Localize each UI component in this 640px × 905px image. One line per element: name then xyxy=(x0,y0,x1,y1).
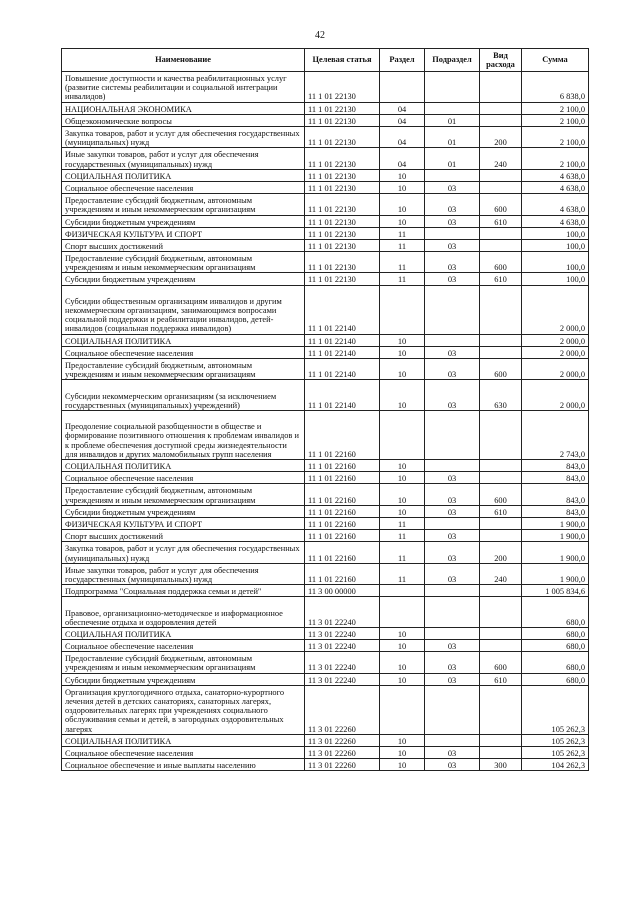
cell-subsection xyxy=(425,169,480,181)
cell-expense-type xyxy=(480,285,522,334)
cell-sum: 2 100,0 xyxy=(522,148,589,169)
cell-subsection xyxy=(425,585,480,597)
cell-code: 11 1 01 22130 xyxy=(305,215,380,227)
cell-section xyxy=(380,597,425,628)
cell-sum: 843,0 xyxy=(522,484,589,505)
cell-section: 10 xyxy=(380,334,425,346)
cell-code: 11 3 01 22240 xyxy=(305,627,380,639)
cell-section: 10 xyxy=(380,359,425,380)
cell-sum: 4 638,0 xyxy=(522,215,589,227)
cell-section: 11 xyxy=(380,563,425,584)
cell-expense-type xyxy=(480,585,522,597)
cell-sum: 2 000,0 xyxy=(522,285,589,334)
table-row xyxy=(62,597,589,628)
cell-name: Социальное обеспечение населения xyxy=(62,346,305,358)
cell-subsection: 03 xyxy=(425,759,480,771)
cell-subsection xyxy=(425,411,480,460)
cell-name: ФИЗИЧЕСКАЯ КУЛЬТУРА И СПОРТ xyxy=(62,227,305,239)
cell-name: Подпрограмма "Социальная поддержка семьи и детей" xyxy=(62,585,305,597)
cell-subsection xyxy=(425,685,480,734)
table-row xyxy=(62,685,589,734)
cell-sum: 2 000,0 xyxy=(522,380,589,411)
cell-sum: 1 900,0 xyxy=(522,542,589,563)
table-row xyxy=(62,673,589,685)
cell-code: 11 1 01 22140 xyxy=(305,285,380,334)
table-row xyxy=(62,239,589,251)
cell-code: 11 1 01 22130 xyxy=(305,148,380,169)
cell-section: 10 xyxy=(380,747,425,759)
cell-sum: 2 743,0 xyxy=(522,411,589,460)
cell-section: 11 xyxy=(380,517,425,529)
cell-sum: 680,0 xyxy=(522,640,589,652)
cell-subsection: 03 xyxy=(425,273,480,285)
cell-subsection: 03 xyxy=(425,181,480,193)
cell-expense-type: 300 xyxy=(480,759,522,771)
cell-name: Социальное обеспечение населения xyxy=(62,472,305,484)
cell-name: Субсидии бюджетным учреждениям xyxy=(62,273,305,285)
cell-subsection: 03 xyxy=(425,380,480,411)
cell-code: 11 3 01 22260 xyxy=(305,734,380,746)
cell-subsection: 03 xyxy=(425,640,480,652)
cell-name: НАЦИОНАЛЬНАЯ ЭКОНОМИКА xyxy=(62,102,305,114)
cell-expense-type xyxy=(480,169,522,181)
cell-subsection xyxy=(425,72,480,103)
cell-code: 11 1 01 22160 xyxy=(305,460,380,472)
cell-code: 11 1 01 22140 xyxy=(305,359,380,380)
cell-code: 11 1 01 22130 xyxy=(305,273,380,285)
cell-code: 11 3 00 00000 xyxy=(305,585,380,597)
cell-code: 11 1 01 22160 xyxy=(305,505,380,517)
table-row xyxy=(62,759,589,771)
cell-section: 04 xyxy=(380,114,425,126)
table-row xyxy=(62,181,589,193)
cell-expense-type: 610 xyxy=(480,273,522,285)
cell-name: Социальное обеспечение населения xyxy=(62,181,305,193)
table-body xyxy=(62,72,589,771)
cell-expense-type: 610 xyxy=(480,505,522,517)
cell-expense-type xyxy=(480,640,522,652)
cell-section: 11 xyxy=(380,542,425,563)
cell-sum: 1 900,0 xyxy=(522,563,589,584)
table-row xyxy=(62,215,589,227)
cell-name: СОЦИАЛЬНАЯ ПОЛИТИКА xyxy=(62,460,305,472)
table-header-row xyxy=(62,49,589,72)
cell-name: Субсидии бюджетным учреждениям xyxy=(62,215,305,227)
cell-sum: 843,0 xyxy=(522,505,589,517)
table-row xyxy=(62,460,589,472)
cell-name: Иные закупки товаров, работ и услуг для обеспечения государственных (муниципальных) нужд xyxy=(62,563,305,584)
cell-expense-type: 600 xyxy=(480,252,522,273)
cell-name: СОЦИАЛЬНАЯ ПОЛИТИКА xyxy=(62,734,305,746)
table-row xyxy=(62,72,589,103)
cell-code: 11 3 01 22260 xyxy=(305,759,380,771)
table-row xyxy=(62,346,589,358)
cell-expense-type xyxy=(480,411,522,460)
cell-code: 11 1 01 22130 xyxy=(305,181,380,193)
cell-code: 11 1 01 22160 xyxy=(305,530,380,542)
cell-subsection: 03 xyxy=(425,359,480,380)
cell-section: 10 xyxy=(380,169,425,181)
cell-name: Повышение доступности и качества реабилитационных услуг (развитие системы реабилитации и социальной интеграции инвалидов) xyxy=(62,72,305,103)
cell-section: 10 xyxy=(380,346,425,358)
cell-section: 10 xyxy=(380,673,425,685)
cell-section: 04 xyxy=(380,102,425,114)
table-row xyxy=(62,542,589,563)
cell-code: 11 1 01 22160 xyxy=(305,517,380,529)
cell-expense-type xyxy=(480,181,522,193)
table-row xyxy=(62,169,589,181)
cell-code: 11 1 01 22130 xyxy=(305,194,380,215)
cell-sum: 680,0 xyxy=(522,673,589,685)
cell-sum: 6 838,0 xyxy=(522,72,589,103)
cell-code: 11 3 01 22260 xyxy=(305,685,380,734)
cell-code: 11 1 01 22140 xyxy=(305,334,380,346)
cell-name: Спорт высших достижений xyxy=(62,530,305,542)
cell-section: 10 xyxy=(380,627,425,639)
cell-subsection: 03 xyxy=(425,542,480,563)
cell-section: 10 xyxy=(380,215,425,227)
cell-section: 10 xyxy=(380,472,425,484)
cell-name: Субсидии бюджетным учреждениям xyxy=(62,673,305,685)
table-row xyxy=(62,411,589,460)
cell-sum: 100,0 xyxy=(522,252,589,273)
cell-name: Организация круглогодичного отдыха, санаторно-курортного лечения детей в детских санаториях, санаторных лагерях, оздоровительных лагерях при учреждениях социального обслуживания семьи и детей, в загородных оздоровительных лагерях xyxy=(62,685,305,734)
budget-table xyxy=(61,48,589,771)
cell-sum: 105 262,3 xyxy=(522,734,589,746)
cell-section: 10 xyxy=(380,640,425,652)
cell-subsection xyxy=(425,734,480,746)
cell-sum: 105 262,3 xyxy=(522,685,589,734)
header-section: Раздел xyxy=(380,49,425,72)
cell-sum: 843,0 xyxy=(522,472,589,484)
cell-code: 11 3 01 22240 xyxy=(305,652,380,673)
cell-name: Предоставление субсидий бюджетным, автономным учреждениям и иным некоммерческим организациям xyxy=(62,252,305,273)
header-expense-type: Вид расхода xyxy=(480,49,522,72)
cell-sum: 1 005 834,6 xyxy=(522,585,589,597)
cell-expense-type xyxy=(480,734,522,746)
cell-section: 10 xyxy=(380,194,425,215)
cell-expense-type: 600 xyxy=(480,652,522,673)
cell-section: 11 xyxy=(380,273,425,285)
cell-expense-type: 600 xyxy=(480,194,522,215)
cell-name: Правовое, организационно-методическое и информационное обеспечение отдыха и оздоровления детей xyxy=(62,597,305,628)
table-row xyxy=(62,126,589,147)
cell-name: Социальное обеспечение населения xyxy=(62,747,305,759)
cell-expense-type xyxy=(480,460,522,472)
cell-subsection: 03 xyxy=(425,652,480,673)
cell-name: СОЦИАЛЬНАЯ ПОЛИТИКА xyxy=(62,334,305,346)
cell-section: 10 xyxy=(380,181,425,193)
table-row xyxy=(62,273,589,285)
cell-subsection: 03 xyxy=(425,530,480,542)
table-row xyxy=(62,252,589,273)
cell-subsection: 03 xyxy=(425,239,480,251)
cell-subsection xyxy=(425,627,480,639)
cell-subsection xyxy=(425,597,480,628)
table-row xyxy=(62,359,589,380)
cell-expense-type xyxy=(480,530,522,542)
cell-sum: 104 262,3 xyxy=(522,759,589,771)
cell-code: 11 1 01 22130 xyxy=(305,126,380,147)
cell-sum: 1 900,0 xyxy=(522,530,589,542)
cell-sum: 4 638,0 xyxy=(522,181,589,193)
cell-expense-type xyxy=(480,685,522,734)
table-row xyxy=(62,640,589,652)
table-row xyxy=(62,194,589,215)
cell-subsection: 03 xyxy=(425,472,480,484)
table-row xyxy=(62,380,589,411)
cell-expense-type xyxy=(480,239,522,251)
cell-code: 11 3 01 22240 xyxy=(305,597,380,628)
cell-section: 11 xyxy=(380,530,425,542)
table-row xyxy=(62,652,589,673)
cell-code: 11 1 01 22130 xyxy=(305,72,380,103)
cell-subsection: 01 xyxy=(425,126,480,147)
table-row xyxy=(62,517,589,529)
cell-section: 10 xyxy=(380,460,425,472)
table-row xyxy=(62,563,589,584)
cell-code: 11 1 01 22130 xyxy=(305,252,380,273)
cell-code: 11 1 01 22130 xyxy=(305,114,380,126)
cell-section: 10 xyxy=(380,652,425,673)
cell-sum: 1 900,0 xyxy=(522,517,589,529)
cell-section xyxy=(380,72,425,103)
cell-name: Субсидии бюджетным учреждениям xyxy=(62,505,305,517)
cell-code: 11 1 01 22160 xyxy=(305,542,380,563)
cell-expense-type xyxy=(480,102,522,114)
cell-code: 11 1 01 22130 xyxy=(305,102,380,114)
cell-section: 04 xyxy=(380,148,425,169)
table-row xyxy=(62,114,589,126)
cell-expense-type xyxy=(480,627,522,639)
table-row xyxy=(62,472,589,484)
cell-subsection: 03 xyxy=(425,194,480,215)
cell-subsection: 03 xyxy=(425,346,480,358)
header-subsection: Подраздел xyxy=(425,49,480,72)
cell-subsection: 01 xyxy=(425,148,480,169)
cell-subsection: 03 xyxy=(425,563,480,584)
cell-code: 11 1 01 22160 xyxy=(305,472,380,484)
cell-expense-type xyxy=(480,747,522,759)
cell-name: Общеэкономические вопросы xyxy=(62,114,305,126)
cell-sum: 100,0 xyxy=(522,273,589,285)
cell-sum: 2 100,0 xyxy=(522,126,589,147)
cell-subsection xyxy=(425,285,480,334)
cell-code: 11 1 01 22130 xyxy=(305,169,380,181)
cell-code: 11 3 01 22240 xyxy=(305,640,380,652)
cell-expense-type xyxy=(480,114,522,126)
table-row xyxy=(62,505,589,517)
cell-section: 11 xyxy=(380,227,425,239)
cell-code: 11 1 01 22140 xyxy=(305,346,380,358)
cell-section: 11 xyxy=(380,239,425,251)
cell-name: СОЦИАЛЬНАЯ ПОЛИТИКА xyxy=(62,169,305,181)
cell-sum: 2 000,0 xyxy=(522,334,589,346)
cell-section: 10 xyxy=(380,759,425,771)
page-number: 42 xyxy=(315,30,325,41)
cell-sum: 2 000,0 xyxy=(522,359,589,380)
cell-subsection xyxy=(425,102,480,114)
header-name: Наименование xyxy=(62,49,305,72)
cell-name: Субсидии некоммерческим организациям (за исключением государственных (муниципальных) учреждений) xyxy=(62,380,305,411)
table-row xyxy=(62,148,589,169)
cell-expense-type: 610 xyxy=(480,673,522,685)
cell-section xyxy=(380,585,425,597)
cell-name: ФИЗИЧЕСКАЯ КУЛЬТУРА И СПОРТ xyxy=(62,517,305,529)
cell-section: 10 xyxy=(380,505,425,517)
cell-code: 11 1 01 22130 xyxy=(305,227,380,239)
cell-section xyxy=(380,685,425,734)
cell-section: 10 xyxy=(380,734,425,746)
table-row xyxy=(62,747,589,759)
cell-sum: 4 638,0 xyxy=(522,169,589,181)
cell-expense-type: 200 xyxy=(480,542,522,563)
table-row xyxy=(62,734,589,746)
cell-sum: 680,0 xyxy=(522,652,589,673)
cell-code: 11 1 01 22160 xyxy=(305,411,380,460)
cell-code: 11 1 01 22130 xyxy=(305,239,380,251)
cell-name: Закупка товаров, работ и услуг для обеспечения государственных (муниципальных) нужд xyxy=(62,542,305,563)
cell-sum: 680,0 xyxy=(522,627,589,639)
cell-name: Предоставление субсидий бюджетным, автономным учреждениям и иным некоммерческим организациям xyxy=(62,484,305,505)
cell-expense-type: 600 xyxy=(480,359,522,380)
cell-sum: 100,0 xyxy=(522,239,589,251)
cell-sum: 2 100,0 xyxy=(522,102,589,114)
cell-name: Социальное обеспечение и иные выплаты населению xyxy=(62,759,305,771)
cell-expense-type: 610 xyxy=(480,215,522,227)
cell-subsection: 03 xyxy=(425,505,480,517)
cell-subsection: 01 xyxy=(425,114,480,126)
cell-name: Спорт высших достижений xyxy=(62,239,305,251)
cell-subsection: 03 xyxy=(425,484,480,505)
table-row xyxy=(62,102,589,114)
cell-subsection: 03 xyxy=(425,673,480,685)
table-row xyxy=(62,484,589,505)
cell-section: 04 xyxy=(380,126,425,147)
cell-name: СОЦИАЛЬНАЯ ПОЛИТИКА xyxy=(62,627,305,639)
cell-sum: 105 262,3 xyxy=(522,747,589,759)
cell-subsection: 03 xyxy=(425,252,480,273)
cell-expense-type: 630 xyxy=(480,380,522,411)
cell-sum: 4 638,0 xyxy=(522,194,589,215)
cell-section xyxy=(380,285,425,334)
header-sum: Сумма xyxy=(522,49,589,72)
cell-expense-type: 200 xyxy=(480,126,522,147)
cell-subsection xyxy=(425,227,480,239)
cell-sum: 680,0 xyxy=(522,597,589,628)
cell-expense-type: 600 xyxy=(480,484,522,505)
cell-section: 11 xyxy=(380,252,425,273)
cell-expense-type xyxy=(480,472,522,484)
table-row xyxy=(62,334,589,346)
cell-subsection xyxy=(425,517,480,529)
cell-expense-type xyxy=(480,346,522,358)
cell-subsection: 03 xyxy=(425,747,480,759)
cell-expense-type: 240 xyxy=(480,563,522,584)
cell-name: Субсидии общественным организациям инвалидов и другим некоммерческим организациям, занимающимся вопросами социальной поддержки и реабилитации инвалидов, детей-инвалидов (социальная поддержка инвалидов) xyxy=(62,285,305,334)
cell-subsection: 03 xyxy=(425,215,480,227)
table-row xyxy=(62,530,589,542)
cell-name: Преодоление социальной разобщенности в обществе и формирование позитивного отношения к проблемам инвалидов и к проблеме обеспечения доступной среды жизнедеятельности для инвалидов и других маломобильных групп населения xyxy=(62,411,305,460)
cell-sum: 2 100,0 xyxy=(522,114,589,126)
cell-sum: 2 000,0 xyxy=(522,346,589,358)
cell-expense-type xyxy=(480,517,522,529)
cell-expense-type: 240 xyxy=(480,148,522,169)
cell-expense-type xyxy=(480,227,522,239)
cell-code: 11 1 01 22160 xyxy=(305,484,380,505)
cell-name: Предоставление субсидий бюджетным, автономным учреждениям и иным некоммерческим организациям xyxy=(62,194,305,215)
cell-name: Иные закупки товаров, работ и услуг для обеспечения государственных (муниципальных) нужд xyxy=(62,148,305,169)
table-row xyxy=(62,627,589,639)
cell-name: Закупка товаров, работ и услуг для обеспечения государственных (муниципальных) нужд xyxy=(62,126,305,147)
cell-name: Социальное обеспечение населения xyxy=(62,640,305,652)
cell-name: Предоставление субсидий бюджетным, автономным учреждениям и иным некоммерческим организациям xyxy=(62,652,305,673)
cell-sum: 843,0 xyxy=(522,460,589,472)
cell-expense-type xyxy=(480,72,522,103)
cell-code: 11 1 01 22140 xyxy=(305,380,380,411)
cell-section xyxy=(380,411,425,460)
cell-code: 11 3 01 22240 xyxy=(305,673,380,685)
table-row xyxy=(62,227,589,239)
cell-expense-type xyxy=(480,597,522,628)
cell-section: 10 xyxy=(380,484,425,505)
cell-section: 10 xyxy=(380,380,425,411)
cell-subsection xyxy=(425,460,480,472)
cell-code: 11 1 01 22160 xyxy=(305,563,380,584)
cell-code: 11 3 01 22260 xyxy=(305,747,380,759)
cell-name: Предоставление субсидий бюджетным, автономным учреждениям и иным некоммерческим организациям xyxy=(62,359,305,380)
cell-sum: 100,0 xyxy=(522,227,589,239)
cell-subsection xyxy=(425,334,480,346)
header-code: Целевая статья xyxy=(305,49,380,72)
cell-expense-type xyxy=(480,334,522,346)
table-row xyxy=(62,585,589,597)
table-row xyxy=(62,285,589,334)
